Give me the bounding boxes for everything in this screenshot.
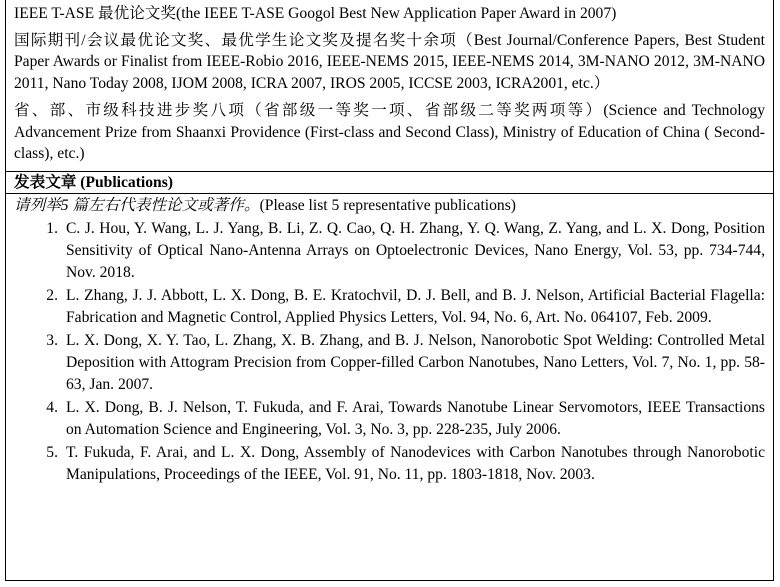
- publication-list: [14, 218, 765, 486]
- publication-number: 2.: [46, 287, 58, 305]
- instruction-english: (Please list 5 representative publications): [259, 196, 516, 214]
- publications-instruction: [14, 195, 765, 217]
- cv-table: [5, 0, 774, 581]
- publication-item: [14, 285, 765, 329]
- publication-number: 1.: [46, 220, 58, 238]
- publication-number: 3.: [46, 332, 58, 350]
- publication-number: 4.: [46, 399, 58, 417]
- award-best-paper: 国际期刊/会议最优论文奖、最优学生论文奖及提名奖十余项（Best Journal/Conference Papers, Best Student Paper Awards or Finalist from IEEE-Robio 2016, IEEE-NEMS 2015, IEEE-NEMS 2014, 3M-NANO 2012, 3M-NANO 2011, Nano Today 2008, IJOM 2008, ICRA 2007, IROS 2005, ICCSE 2003, ICRA2001, etc.）: [14, 31, 765, 92]
- publication-number: 5.: [46, 444, 58, 462]
- publication-text: L. Zhang, J. J. Abbott, L. X. Dong, B. E. Kratochvil, D. J. Bell, and B. J. Nelson, Artificial Bacterial Flagella: Fabrication and Magnetic Control, Applied Physics Letters, Vol. 94, No. 6, Art. No. 064107, Feb. 2009.: [66, 287, 765, 326]
- publication-item: [14, 397, 765, 441]
- awards-cell: [6, 0, 773, 165]
- publication-item: [14, 218, 765, 283]
- publication-text: C. J. Hou, Y. Wang, L. J. Yang, B. Li, Z. Q. Cao, Q. H. Zhang, Y. Q. Wang, Z. Yang, and L. X. Dong, Position Sensitivity of Optical Nano-Antenna Arrays on Optoelectronic Devices, Nano Energy, Vol. 53, pp. 734-744, Nov. 2018.: [66, 220, 765, 281]
- instruction-chinese: 请列举5 篇左右代表性论文或著作。: [14, 196, 260, 214]
- award-science-technology: 省、部、市级科技进步奖八项（省部级一等奖一项、省部级二等奖两项等）(Science and Technology Advancement Prize from Shaanxi Providence (First-class and Second Class), Ministry of Education of China ( Second-class), etc.): [14, 102, 765, 162]
- publications-cell: [6, 194, 773, 486]
- award-ieee-tase: IEEE T-ASE 最优论文奖(the IEEE T-ASE Googol Best New Application Paper Award in 2007): [14, 5, 617, 22]
- publications-header: 发表文章 (Publications): [6, 171, 773, 194]
- publication-text: T. Fukuda, F. Arai, and L. X. Dong, Assembly of Nanodevices with Carbon Nanotubes through Nanorobotic Manipulations, Proceedings of the IEEE, Vol. 91, No. 11, pp. 1803-1818, Nov. 2003.: [66, 444, 765, 484]
- publication-text: L. X. Dong, B. J. Nelson, T. Fukuda, and F. Arai, Towards Nanotube Linear Servomotors, IEEE Transactions on Automation Science and Engineering, Vol. 3, No. 3, pp. 228-235, July 2006.: [66, 399, 765, 438]
- publication-item: [14, 330, 765, 395]
- publication-text: L. X. Dong, X. Y. Tao, L. Zhang, X. B. Zhang, and B. J. Nelson, Nanorobotic Spot Welding: Controlled Metal Deposition with Attogram Precision from Copper-filled Carbon Nanotubes, Nano Letters, Vol. 7, No. 1, pp. 58-63, Jan. 2007.: [66, 332, 765, 393]
- publication-item: [14, 442, 765, 486]
